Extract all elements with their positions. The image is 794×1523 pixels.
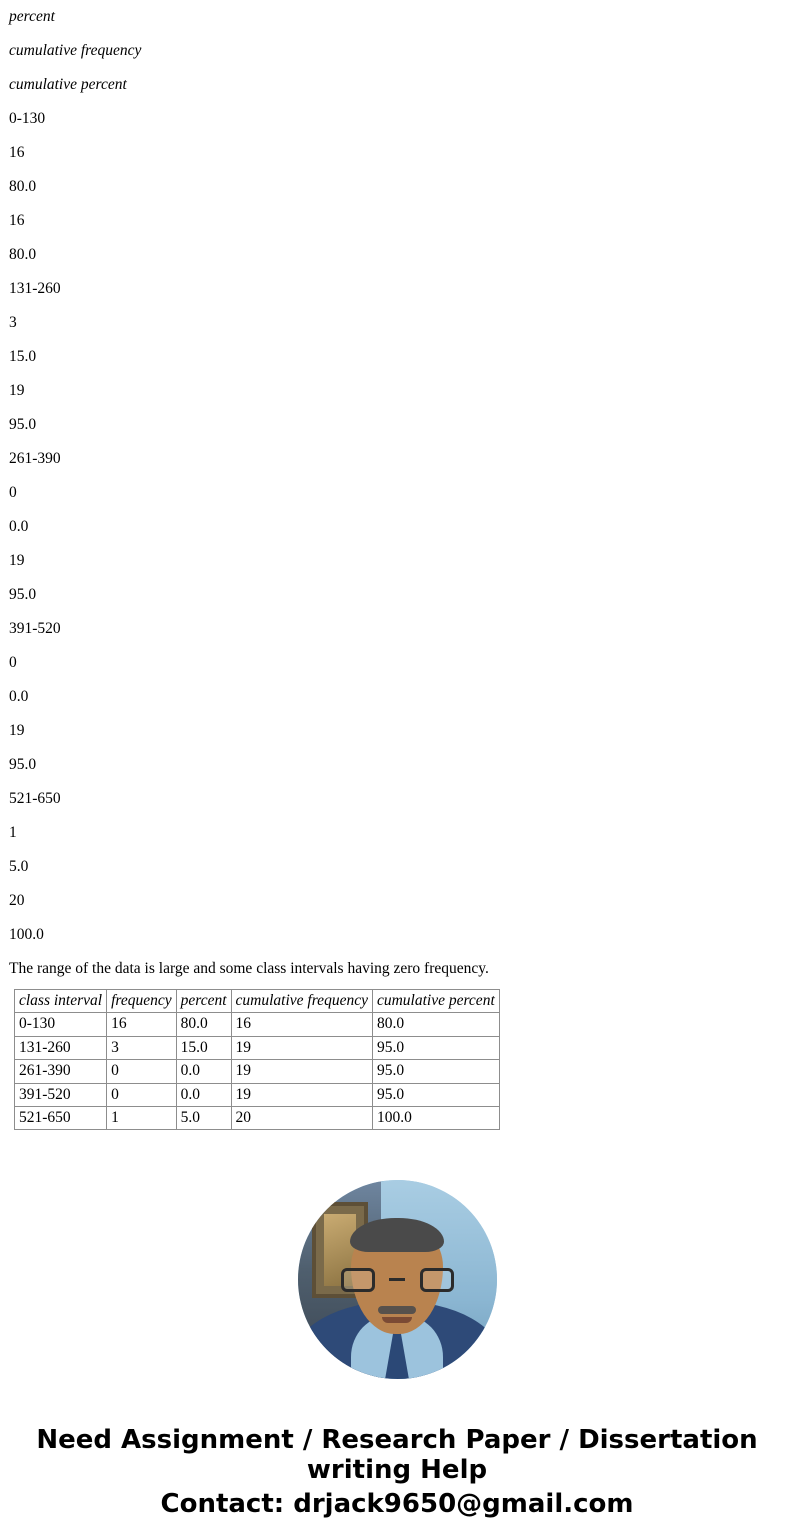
cell-class-interval: 521-650 (15, 1106, 107, 1129)
frequency-table (14, 989, 500, 1130)
cell-cumulative-frequency: 19 (231, 1060, 372, 1083)
cell-frequency: 16 (107, 1013, 177, 1036)
flow-label: 19 (9, 722, 25, 740)
flow-label: 391-520 (9, 620, 61, 638)
column-header-frequency: frequency (107, 990, 177, 1013)
avatar-mouth (382, 1317, 412, 1323)
flow-label: 3 (9, 314, 17, 332)
avatar-container (8, 1180, 786, 1379)
column-header-cumulative-frequency: cumulative frequency (231, 990, 372, 1013)
eyeglasses-bridge-icon (389, 1278, 405, 1281)
flow-label: 80.0 (9, 246, 37, 264)
flow-label: 95.0 (9, 756, 37, 774)
cell-class-interval: 131-260 (15, 1036, 107, 1059)
cell-frequency: 1 (107, 1106, 177, 1129)
flow-label: 80.0 (9, 178, 37, 196)
flow-label: 19 (9, 552, 25, 570)
footer-contact: Contact: drjack9650@gmail.com (160, 1488, 634, 1519)
flow-label: 16 (9, 212, 25, 230)
cell-percent: 15.0 (176, 1036, 231, 1059)
flow-label: 19 (9, 382, 25, 400)
flow-label: 95.0 (9, 416, 37, 434)
flow-label: cumulative frequency (9, 42, 142, 60)
flow-label-list (8, 0, 786, 952)
cell-cumulative-percent: 100.0 (372, 1106, 499, 1129)
flow-label: 15.0 (9, 348, 37, 366)
flow-label: 0 (9, 484, 17, 502)
cell-frequency: 3 (107, 1036, 177, 1059)
table-row (15, 1060, 500, 1083)
note-text: The range of the data is large and some class intervals having zero frequency. (9, 960, 489, 977)
flow-label: 20 (9, 892, 25, 910)
flow-label: 0.0 (9, 518, 29, 536)
flow-label: 521-650 (9, 790, 61, 808)
cell-frequency: 0 (107, 1060, 177, 1083)
footer-headline: Need Assignment / Research Paper / Dissertation writing Help (36, 1425, 758, 1486)
flow-label: cumulative percent (9, 76, 127, 94)
table-row (15, 1083, 500, 1106)
flow-label: 1 (9, 824, 17, 842)
cell-class-interval: 0-130 (15, 1013, 107, 1036)
column-header-class-interval: class interval (15, 990, 107, 1013)
avatar (298, 1180, 497, 1379)
flow-label: 261-390 (9, 450, 61, 468)
footer (8, 1425, 786, 1518)
cell-cumulative-percent: 80.0 (372, 1013, 499, 1036)
cell-cumulative-frequency: 16 (231, 1013, 372, 1036)
cell-percent: 5.0 (176, 1106, 231, 1129)
flow-label: 16 (9, 144, 25, 162)
cell-cumulative-percent: 95.0 (372, 1083, 499, 1106)
table-header-row (15, 990, 500, 1013)
cell-percent: 0.0 (176, 1060, 231, 1083)
flow-label: 0 (9, 654, 17, 672)
cell-frequency: 0 (107, 1083, 177, 1106)
cell-cumulative-percent: 95.0 (372, 1060, 499, 1083)
flow-label: 0.0 (9, 688, 29, 706)
flow-label: 5.0 (9, 858, 29, 876)
cell-class-interval: 261-390 (15, 1060, 107, 1083)
cell-cumulative-frequency: 19 (231, 1083, 372, 1106)
cell-class-interval: 391-520 (15, 1083, 107, 1106)
table-row (15, 1013, 500, 1036)
flow-label: 100.0 (9, 926, 44, 944)
cell-cumulative-percent: 95.0 (372, 1036, 499, 1059)
flow-label: 95.0 (9, 586, 37, 604)
cell-cumulative-frequency: 19 (231, 1036, 372, 1059)
avatar-mustache (378, 1306, 416, 1314)
eyeglasses-right-lens-icon (420, 1268, 454, 1292)
cell-percent: 0.0 (176, 1083, 231, 1106)
flow-label: percent (9, 8, 55, 26)
eyeglasses-left-lens-icon (341, 1268, 375, 1292)
column-header-cumulative-percent: cumulative percent (372, 990, 499, 1013)
cell-percent: 80.0 (176, 1013, 231, 1036)
column-header-percent: percent (176, 990, 231, 1013)
table-row (15, 1036, 500, 1059)
flow-label: 0-130 (9, 110, 46, 128)
table-row (15, 1106, 500, 1129)
cell-cumulative-frequency: 20 (231, 1106, 372, 1129)
flow-label: 131-260 (9, 280, 61, 298)
